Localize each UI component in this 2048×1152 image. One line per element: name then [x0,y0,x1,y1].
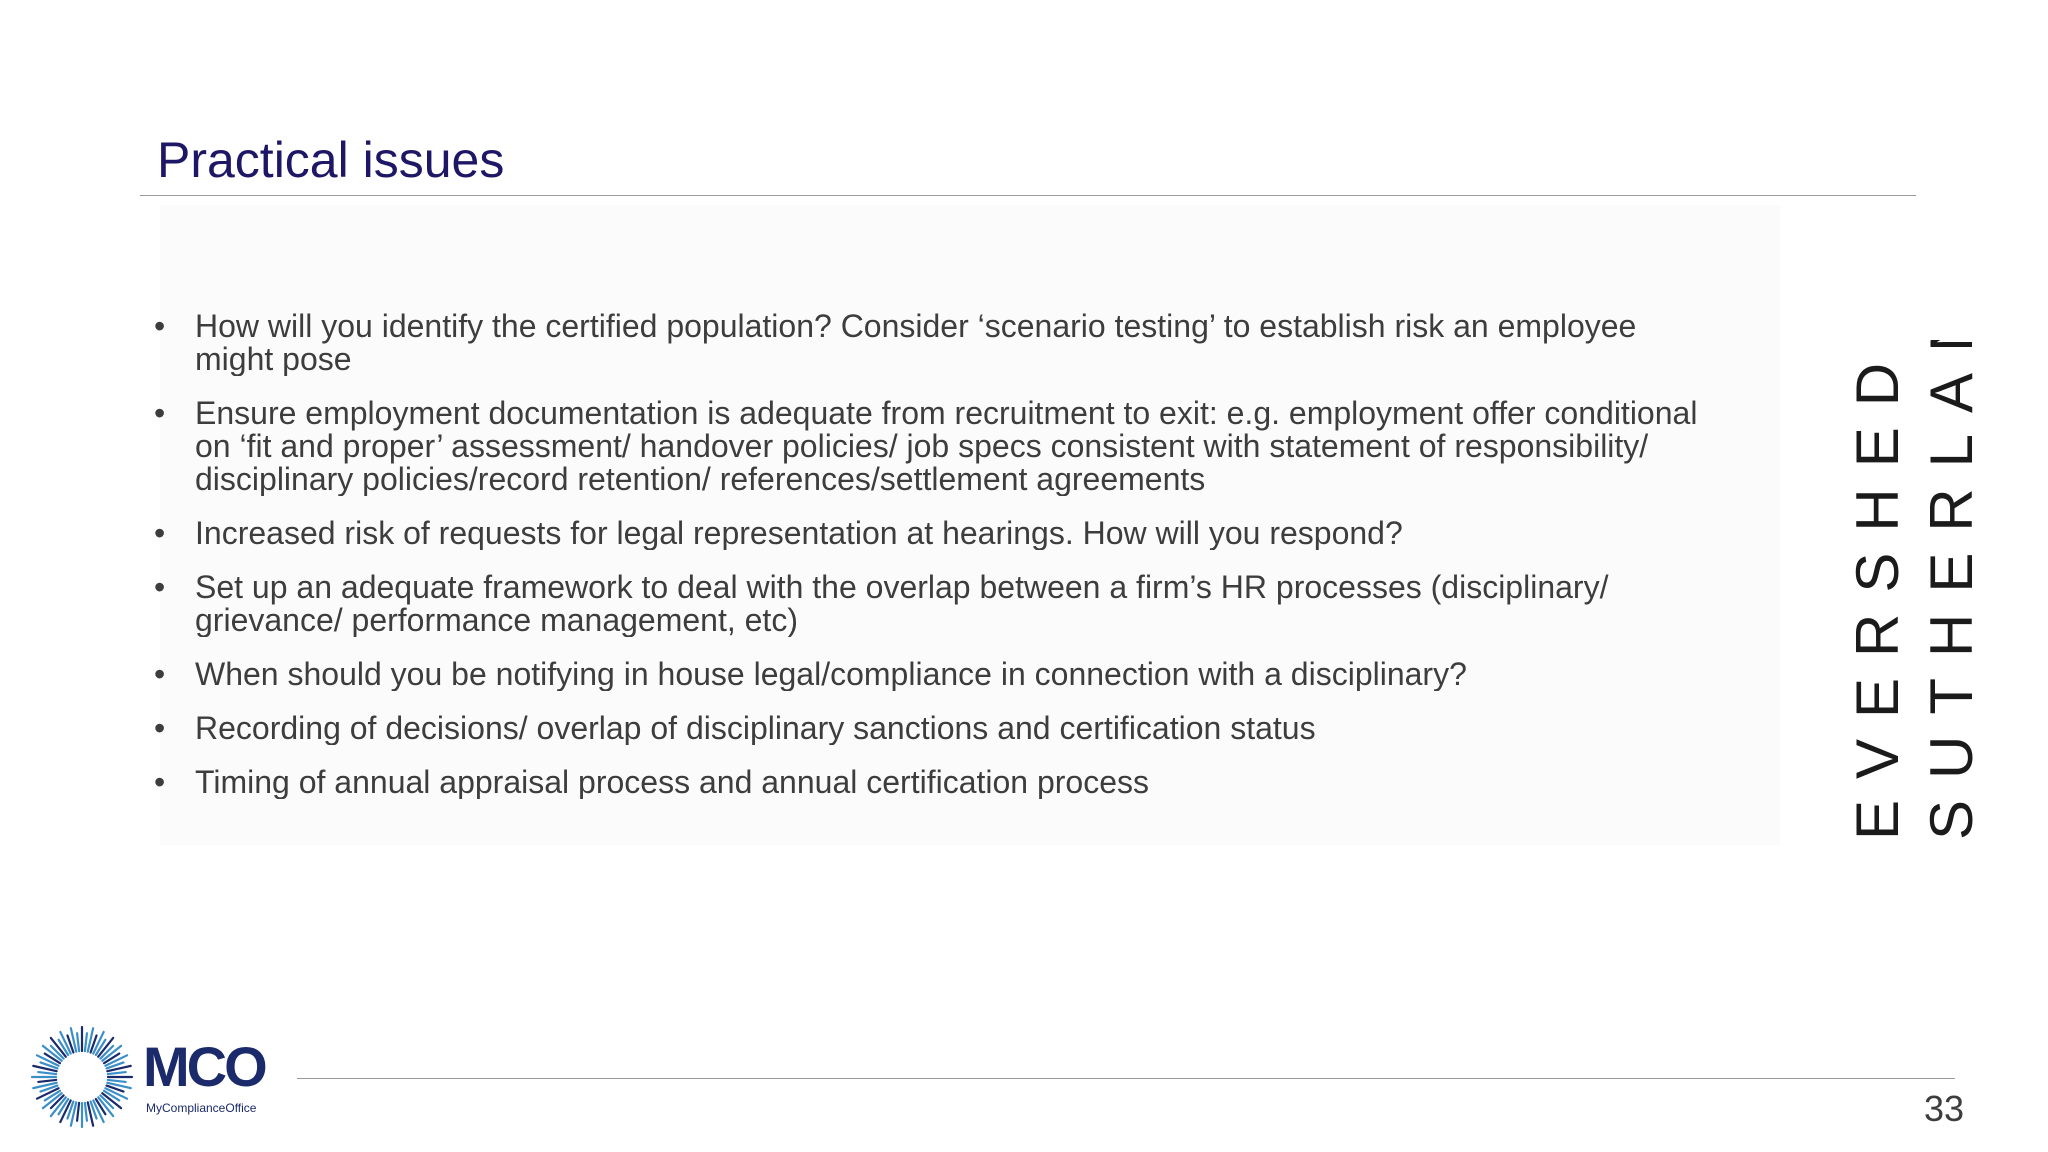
page-number: 33 [1923,1088,1964,1129]
mco-tagline: MyComplianceOffice [146,1101,257,1115]
bullet-item-3: • Increased risk of requests for legal representation at hearings. How will you respond? [150,517,1778,550]
bullet-item-2: • Ensure employment documentation is adequate from recruitment to exit: e.g. employment offer conditional on ‘fit and proper’ assessment/ handover policies/ job specs consistent with statement of responsibility/ disciplinary policies/record retention/ references/settlement agreements [150,397,1778,496]
sunburst-ray [108,1080,126,1082]
slide-title: Practical issues [157,132,505,188]
bullet-item-5: • When should you be notifying in house legal/compliance in connection with a disciplinary? [150,658,1778,691]
sunburst-ray [38,1080,56,1082]
bullet-item-1: • How will you identify the certified population? Consider ‘scenario testing’ to establish risk an employee might pose [150,310,1778,376]
mco-wordmark: MCO [143,1035,265,1098]
title-divider [140,195,1916,196]
mco-logo [30,1025,280,1130]
sunburst-ray [108,1072,126,1074]
bullet-item-6: • Recording of decisions/ overlap of disciplinary sanctions and certification status [150,712,1778,745]
footer-divider [297,1078,1955,1079]
bullet-item-7: • Timing of annual appraisal process and annual certification process [150,766,1778,799]
sunburst-ray [38,1072,56,1074]
sunburst-icon [30,1025,135,1130]
logo-line-eversheds: EVERSHEDS [1844,340,1911,840]
bullet-item-4: • Set up an adequate framework to deal with the overlap between a firm’s HR processes (disciplinary/ grievance/ performance management, etc) [150,571,1778,637]
logo-line-sutherland: SUTHERLAND [1918,340,1985,840]
bullet-list [150,310,1778,820]
sunburst-ray [85,1033,87,1051]
eversheds-sutherland-logo [1836,340,1986,850]
sunburst-ray [85,1103,87,1121]
sunburst-ray [77,1103,79,1121]
sunburst-ray [77,1033,79,1051]
